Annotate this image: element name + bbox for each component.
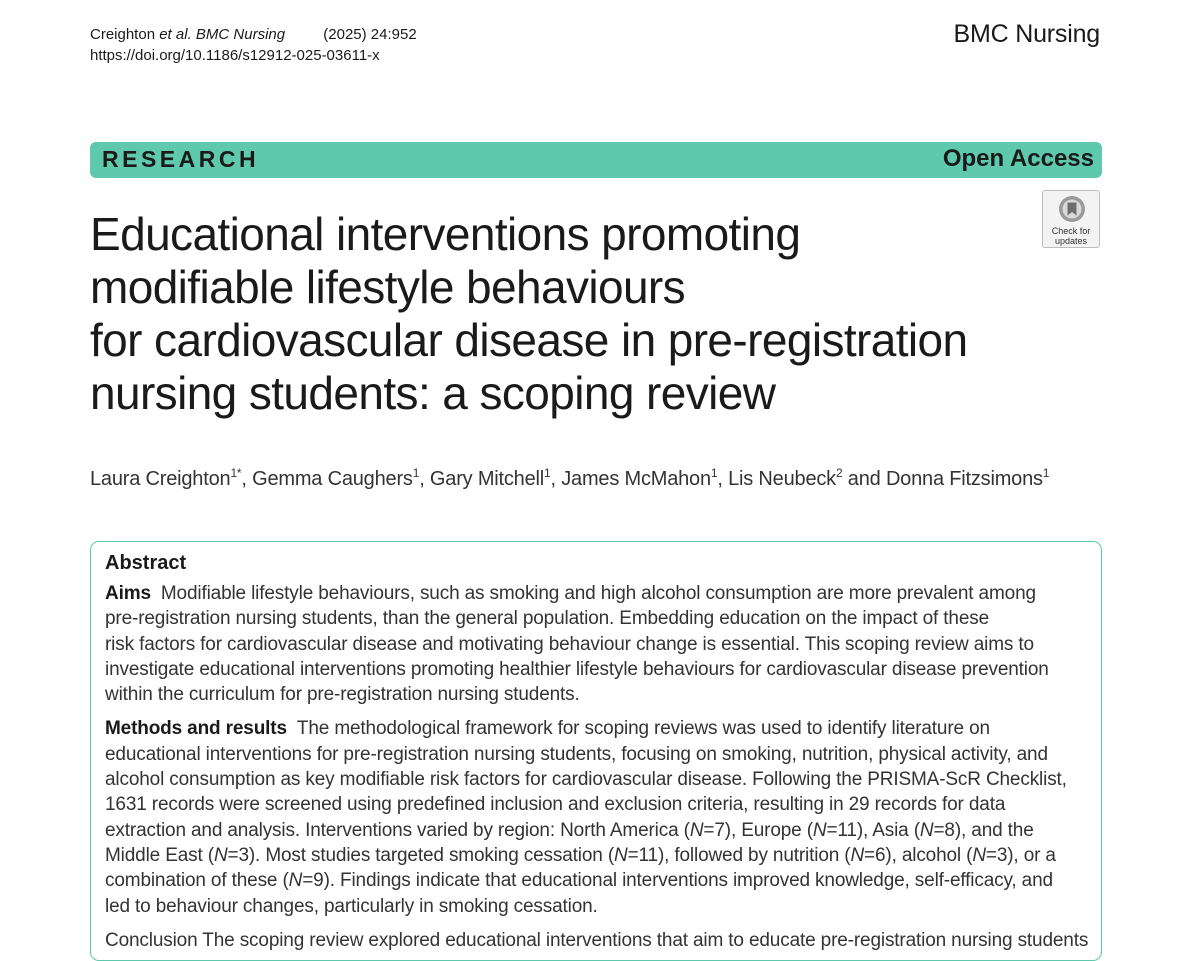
methods-text: =6), alcohol ( bbox=[864, 844, 973, 866]
methods-line bbox=[105, 843, 1087, 868]
methods-text: =9). Findings indicate that educational interventions improved knowledge, self-efficacy, and bbox=[302, 870, 1053, 892]
n-symbol: N bbox=[689, 819, 704, 841]
author-name[interactable]: Gemma Caughers bbox=[252, 468, 413, 490]
abstract-aims bbox=[105, 581, 1087, 707]
title-line: for cardiovascular disease in pre-registration bbox=[90, 314, 968, 366]
author-affiliation: 2 bbox=[835, 466, 843, 480]
methods-line bbox=[105, 818, 1087, 843]
methods-text: =3), or a bbox=[985, 844, 1056, 866]
citation-authors: Creighton bbox=[90, 26, 156, 43]
methods-text: =11), Asia ( bbox=[826, 819, 920, 841]
methods-label: Methods and results bbox=[105, 718, 287, 740]
author-affiliation: 1 bbox=[1042, 466, 1050, 480]
methods-text: combination of these ( bbox=[105, 870, 289, 892]
methods-text: =8), and the bbox=[933, 819, 1034, 841]
aims-line: pre-registration nursing students, than the general population. Embedding education on the impact of these bbox=[105, 608, 990, 630]
aims-line: risk factors for cardiovascular disease and motivating behaviour change is essential. This scoping review aims to bbox=[105, 633, 1034, 655]
doi-link[interactable]: https://doi.org/10.1186/s12912-025-03611-x bbox=[90, 47, 380, 64]
citation-etal: et al. bbox=[159, 26, 192, 43]
check-for-updates-line2: updates bbox=[1054, 236, 1088, 246]
author-separator: , bbox=[241, 468, 253, 490]
citation-journal: BMC Nursing bbox=[195, 26, 286, 43]
citation-line bbox=[90, 24, 417, 45]
author-name[interactable]: Donna Fitzsimons bbox=[885, 468, 1043, 490]
check-for-updates-badge[interactable] bbox=[1042, 190, 1100, 248]
methods-text: The methodological framework for scoping reviews was used to identify literature on bbox=[296, 718, 990, 740]
author-name[interactable]: Gary Mitchell bbox=[429, 468, 545, 490]
bookmark-icon bbox=[1058, 195, 1086, 223]
author-affiliation: 1 bbox=[710, 466, 718, 480]
n-symbol: N bbox=[850, 844, 865, 866]
author-affiliation: 1 bbox=[544, 466, 551, 480]
methods-line: 1631 records were screened using predefined inclusion and exclusion criteria, resulting in 29 records for data bbox=[105, 794, 1006, 816]
author-separator: , bbox=[717, 468, 729, 490]
aims-line: within the curriculum for pre-registration nursing students. bbox=[105, 684, 580, 706]
author-name[interactable]: Lis Neubeck bbox=[728, 468, 836, 490]
methods-line: led to behaviour changes, particularly in smoking cessation. bbox=[105, 895, 598, 917]
author-name[interactable]: Laura Creighton bbox=[90, 468, 231, 490]
n-symbol: N bbox=[288, 870, 303, 892]
methods-line: alcohol consumption as key modifiable risk factors for cardiovascular disease. Following the PRISMA-ScR Checklist, bbox=[105, 769, 1067, 791]
methods-line bbox=[105, 716, 1087, 741]
methods-text: Middle East ( bbox=[105, 844, 214, 866]
article-type-banner bbox=[90, 142, 1102, 178]
abstract-heading: Abstract bbox=[105, 552, 187, 574]
methods-text: extraction and analysis. Interventions varied by region: North America ( bbox=[105, 819, 690, 841]
conclusion-line: Conclusion The scoping review explored educational interventions that aim to educate pre-registration nursing students bbox=[105, 929, 1089, 951]
journal-name: BMC Nursing bbox=[953, 20, 1100, 48]
author-separator: , bbox=[550, 468, 562, 490]
methods-text: =7), Europe ( bbox=[703, 819, 813, 841]
author-name[interactable]: James McMahon bbox=[561, 468, 711, 490]
methods-text: =3). Most studies targeted smoking cessation ( bbox=[227, 844, 614, 866]
aims-line: investigate educational interventions promoting healthier lifestyle behaviours for cardiovascular disease prevention bbox=[105, 658, 1049, 680]
methods-line: educational interventions for pre-registration nursing students, focusing on smoking, nutrition, physical activity, and bbox=[105, 743, 1048, 765]
n-symbol: N bbox=[614, 844, 628, 866]
author-separator: , bbox=[419, 468, 430, 490]
author-separator: and bbox=[842, 468, 886, 490]
n-symbol: N bbox=[213, 844, 228, 866]
abstract-methods bbox=[105, 716, 1087, 918]
title-line: modifiable lifestyle behaviours bbox=[90, 261, 686, 313]
citation-year: (2025) 24:952 bbox=[323, 26, 417, 43]
check-for-updates-line1: Check for bbox=[1051, 226, 1091, 236]
title-line: nursing students: a scoping review bbox=[90, 367, 776, 419]
n-symbol: N bbox=[919, 819, 934, 841]
aims-text: Modifiable lifestyle behaviours, such as smoking and high alcohol consumption are more prevalent among bbox=[160, 583, 1036, 604]
methods-line bbox=[105, 868, 1087, 893]
open-access-label: Open Access bbox=[942, 145, 1094, 172]
abstract-conclusion-partial bbox=[105, 928, 1087, 953]
check-for-updates-text bbox=[1043, 226, 1099, 246]
abstract-box bbox=[90, 541, 1102, 961]
author-list bbox=[90, 468, 1049, 491]
aims-line bbox=[105, 581, 1087, 606]
citation-block bbox=[90, 24, 417, 66]
n-symbol: N bbox=[972, 844, 986, 866]
article-type-label: RESEARCH bbox=[102, 146, 260, 172]
author-affiliation: 1 bbox=[412, 466, 420, 480]
article-title bbox=[90, 208, 1030, 420]
methods-text: =11), followed by nutrition ( bbox=[627, 844, 851, 866]
aims-label: Aims bbox=[105, 583, 151, 604]
title-line: Educational interventions promoting bbox=[90, 208, 801, 260]
n-symbol: N bbox=[812, 819, 827, 841]
author-affiliation: 1* bbox=[230, 466, 242, 480]
